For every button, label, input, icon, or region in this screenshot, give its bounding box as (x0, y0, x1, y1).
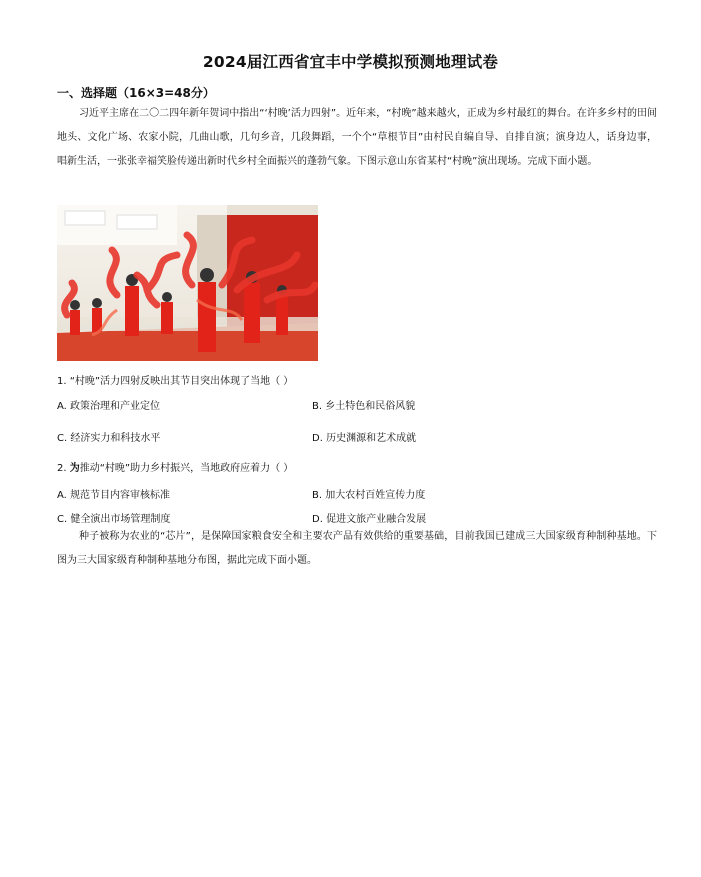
q2-option-b[interactable] (312, 486, 425, 501)
q2-option-c-text: 健全演出市场管理制度 (70, 514, 171, 525)
q2-option-b-label: B. (312, 490, 323, 501)
q1-option-d-label: D. (312, 433, 323, 444)
q2-option-d-label: D. (312, 514, 323, 525)
q2-option-c[interactable] (57, 510, 170, 525)
village-gala-photo (57, 205, 318, 361)
q2-option-a-label: A. (57, 490, 67, 501)
q1-option-a-label: A. (57, 401, 67, 412)
passage-village-gala: 习近平主席在二〇二四年新年贺词中指出“‘村晚’活力四射”。近年来，“村晚”越来越火，正成为乡村最红的舞台。在许多乡村的田间地头、文化广场、农家小院，几曲山歌，几句乡音，几段舞蹈，一个个“草根节目”由村民自编自导、自排自演；演身边人，话身边事，唱新生活，一张张幸福笑脸传递出新时代乡村全面振兴的蓬勃气象。下图示意山东省某村“村晚”演出现场。完成下面小题。 (57, 108, 657, 167)
q2-option-c-label: C. (57, 514, 68, 525)
q1-option-a-text: 政策治理和产业定位 (70, 401, 161, 412)
q1-option-d-text: 历史渊源和艺术成就 (326, 433, 417, 444)
q1-option-b[interactable] (312, 397, 415, 412)
q1-option-a[interactable] (57, 397, 160, 412)
q2-option-a-text: 规范节目内容审核标准 (70, 490, 171, 501)
q2-number: 2. (57, 463, 67, 474)
q2-stamp-char: 为 (69, 463, 80, 474)
q1-option-b-text: 乡土特色和民俗风貌 (325, 401, 416, 412)
q2-option-a[interactable] (57, 486, 170, 501)
q1-option-d[interactable] (312, 429, 416, 444)
question-1-stem: 1. “村晚”活力四射反映出其节目突出体现了当地（ ） (57, 376, 294, 387)
q2-option-d[interactable] (312, 510, 426, 525)
q1-option-c-label: C. (57, 433, 68, 444)
page-title: 2024届江西省宜丰中学模拟预测地理试卷 (202, 53, 499, 71)
q1-option-c-text: 经济实力和科技水平 (70, 433, 161, 444)
question-2-stem (57, 459, 293, 474)
passage-seed-industry: 种子被称为农业的“芯片”，是保障国家粮食安全和主要农产品有效供给的重要基础，目前我国已建成三大国家级育种制种基地。下图为三大国家级育种制种基地分布图，据此完成下面小题。 (57, 531, 657, 566)
q1-option-c[interactable] (57, 429, 160, 444)
q2-option-b-text: 加大农村百姓宣传力度 (325, 490, 426, 501)
q2-stem-text: 推动“村晚”助力乡村振兴，当地政府应着力（ ） (79, 463, 294, 474)
q2-option-d-text: 促进文旅产业融合发展 (326, 514, 427, 525)
section-heading: 一、选择题（16×3=48分） (57, 86, 215, 100)
q1-option-b-label: B. (312, 401, 323, 412)
